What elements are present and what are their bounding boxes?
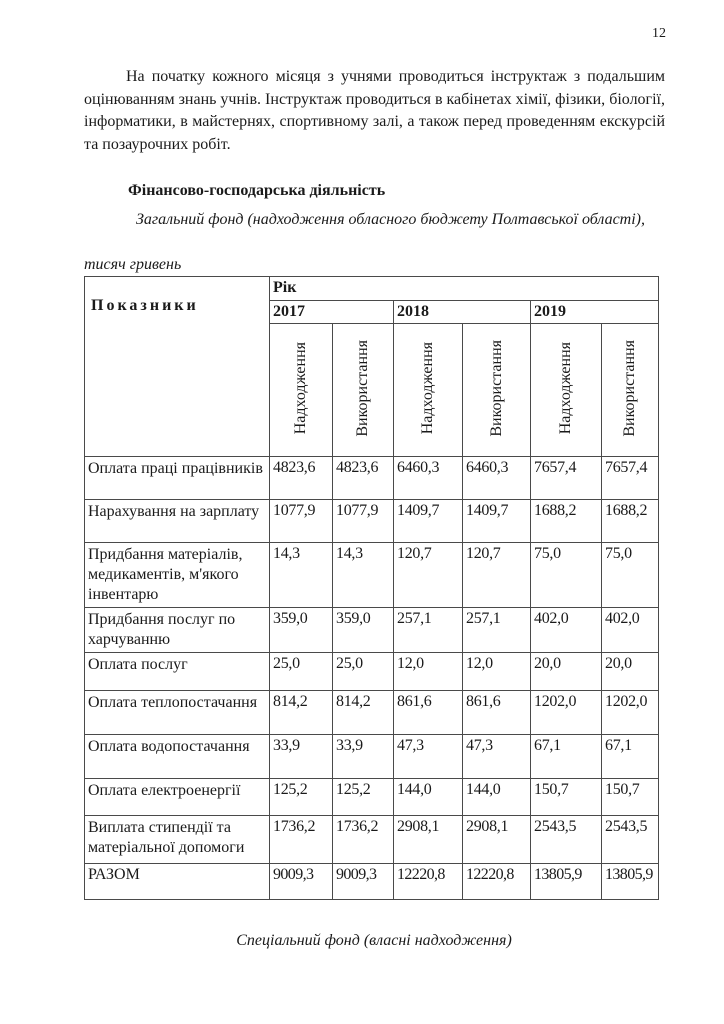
value-cell: 20,0 [531,653,602,691]
value-cell: 861,6 [394,691,463,735]
row-label: Оплата електроенергії [85,779,270,816]
table-row [85,779,659,816]
value-cell: 6460,3 [394,457,463,500]
value-cell: 25,0 [270,653,333,691]
value-cell: 402,0 [602,608,659,653]
sub-header-income [531,324,602,457]
value-cell: 4823,6 [270,457,333,500]
value-cell: 2908,1 [394,816,463,864]
row-label: Придбання матеріалів, медикаментів, м'якого інвентарю [85,543,270,608]
value-cell: 12,0 [394,653,463,691]
table-row [85,500,659,543]
value-cell: 1688,2 [531,500,602,543]
value-cell: 1077,9 [270,500,333,543]
value-cell: 120,7 [394,543,463,608]
sub-header-usage [463,324,531,457]
table-row [85,653,659,691]
total-value-cell: 9009,3 [333,864,394,900]
row-label: Виплата стипендії та матеріальної допомоги [85,816,270,864]
value-cell: 75,0 [531,543,602,608]
value-cell: 359,0 [333,608,394,653]
row-label: Оплата водопостачання [85,735,270,779]
row-label: Нарахування на зарплату [85,500,270,543]
sub-header-income [270,324,333,457]
value-cell: 14,3 [270,543,333,608]
table-row [85,735,659,779]
value-cell: 1736,2 [333,816,394,864]
table-row [85,543,659,608]
value-cell: 67,1 [602,735,659,779]
value-cell: 67,1 [531,735,602,779]
year-2019: 2019 [531,301,659,324]
value-cell: 1688,2 [602,500,659,543]
value-cell: 2543,5 [531,816,602,864]
value-cell: 7657,4 [602,457,659,500]
row-label: Придбання послуг по харчуванню [85,608,270,653]
sub-header-income [394,324,463,457]
total-value-cell: 13805,9 [602,864,659,900]
section-heading: Фінансово-господарська діяльність [128,182,386,199]
sub-header-usage-text: Використання [354,339,371,437]
sub-header-usage-text: Використання [621,339,639,437]
sub-header-usage-text: Використання [487,339,505,437]
value-cell: 1077,9 [333,500,394,543]
total-value-cell: 13805,9 [531,864,602,900]
value-cell: 120,7 [463,543,531,608]
value-cell: 20,0 [602,653,659,691]
value-cell: 359,0 [270,608,333,653]
page-number: 12 [652,26,666,41]
value-cell: 75,0 [602,543,659,608]
sub-header-usage [602,324,659,457]
value-cell: 1202,0 [531,691,602,735]
total-label: РАЗОМ [85,864,270,900]
value-cell: 2543,5 [602,816,659,864]
value-cell: 7657,4 [531,457,602,500]
year-2017: 2017 [270,301,394,324]
table-row [85,457,659,500]
value-cell: 1736,2 [270,816,333,864]
year-2018: 2018 [394,301,531,324]
value-cell: 125,2 [270,779,333,816]
value-cell: 33,9 [333,735,394,779]
total-value-cell: 12220,8 [463,864,531,900]
value-cell: 2908,1 [463,816,531,864]
table-row [85,816,659,864]
total-row [85,864,659,900]
row-label: Оплата теплопостачання [85,691,270,735]
value-cell: 47,3 [463,735,531,779]
value-cell: 257,1 [394,608,463,653]
value-cell: 12,0 [463,653,531,691]
sub-header-income-text: Надходження [419,341,436,435]
table-row [85,691,659,735]
value-cell: 47,3 [394,735,463,779]
value-cell: 814,2 [333,691,394,735]
sub-header-income-text: Надходження [557,341,574,435]
value-cell: 861,6 [463,691,531,735]
indicators-header: Показники [85,277,270,457]
table-units: тисяч гривень [84,256,182,273]
special-fund-title: Спеціальний фонд (власні надходження) [236,932,512,949]
intro-paragraph [84,66,665,156]
intro-paragraph-text: На початку кожного місяця з учнями проводиться інструктаж з подальшим оцінюванням знань учнів. Інструктаж проводиться в кабінетах хімії, фізики, біології, інформатики, в майстернях, спортивному залі, а також перед проведенням екскурсій та позаурочних робіт. [84,68,665,153]
value-cell: 814,2 [270,691,333,735]
value-cell: 402,0 [531,608,602,653]
value-cell: 150,7 [531,779,602,816]
sub-header-income-text: Надходження [292,341,309,435]
value-cell: 33,9 [270,735,333,779]
value-cell: 125,2 [333,779,394,816]
row-label: Оплата праці працівників [85,457,270,500]
value-cell: 25,0 [333,653,394,691]
value-cell: 150,7 [602,779,659,816]
total-value-cell: 12220,8 [394,864,463,900]
table-row [85,608,659,653]
value-cell: 1409,7 [463,500,531,543]
sub-header-usage [333,324,394,457]
value-cell: 14,3 [333,543,394,608]
value-cell: 6460,3 [463,457,531,500]
value-cell: 1409,7 [394,500,463,543]
value-cell: 144,0 [394,779,463,816]
value-cell: 257,1 [463,608,531,653]
finance-table [84,276,659,900]
value-cell: 144,0 [463,779,531,816]
value-cell: 1202,0 [602,691,659,735]
total-value-cell: 9009,3 [270,864,333,900]
year-header: Рік [270,277,659,301]
row-label: Оплата послуг [85,653,270,691]
table-caption: Загальний фонд (надходження обласного бюджету Полтавської області), [135,211,645,228]
value-cell: 4823,6 [333,457,394,500]
